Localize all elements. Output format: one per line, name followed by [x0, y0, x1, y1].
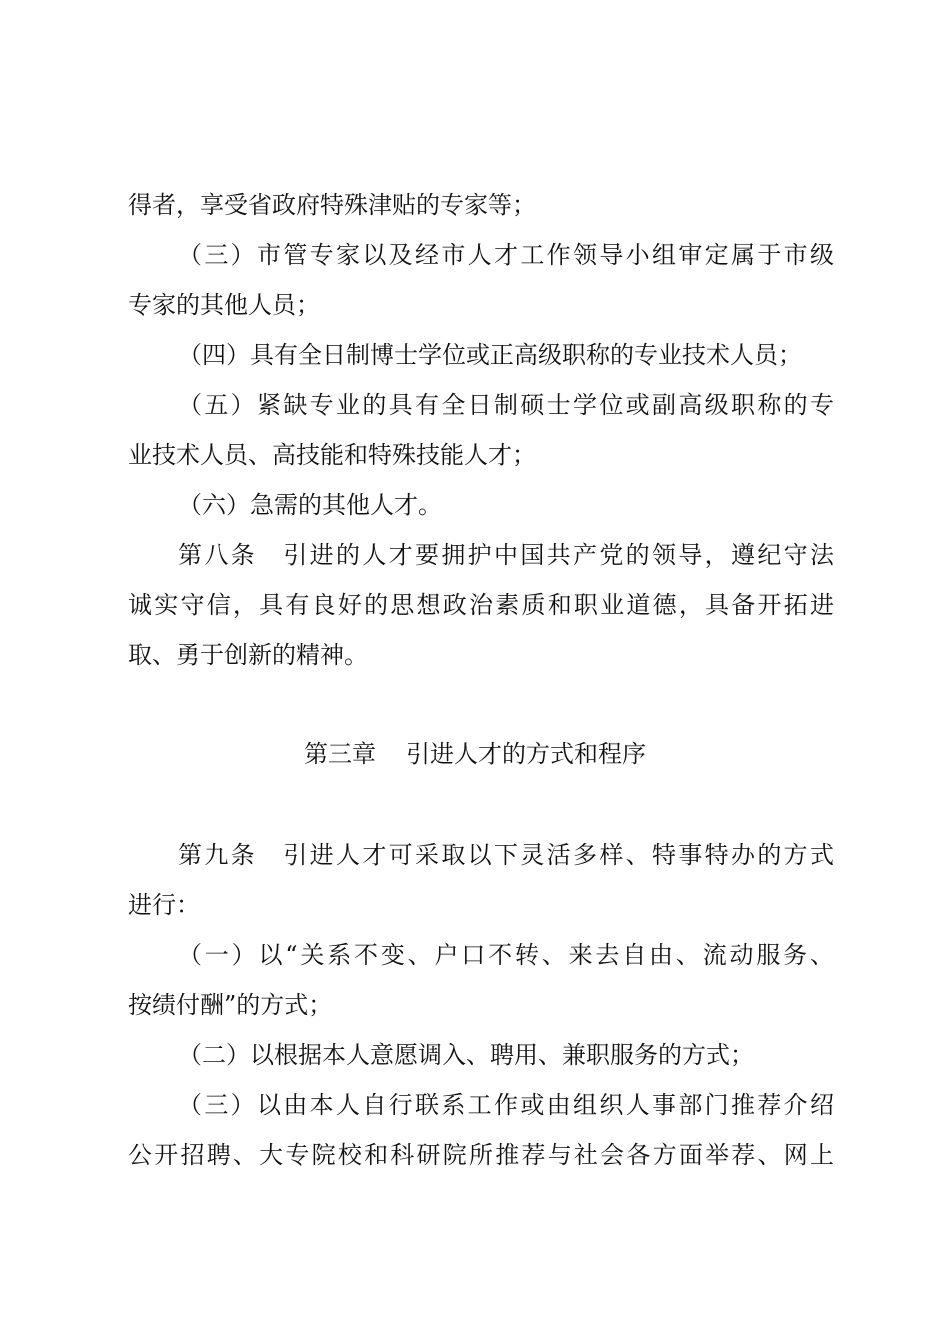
article-8-line: 第八条 引进的人才要拥护中国共产党的领导，遵纪守法 — [178, 541, 834, 569]
article-9-line: （二）以根据本人意愿调入、聘用、兼职服务的方式； — [178, 1041, 754, 1069]
article-9-line: （三）以由本人自行联系工作或由组织人事部门推荐介绍 — [178, 1091, 834, 1119]
text-line: 业技术人员、高技能和特殊技能人才； — [128, 441, 536, 469]
text-line: （四）具有全日制博士学位或正高级职称的专业技术人员； — [178, 341, 802, 369]
article-9-line: 公开招聘、大专院校和科研院所推荐与社会各方面举荐、网上 — [128, 1141, 834, 1169]
article-9-line: 第九条 引进人才可采取以下灵活多样、特事特办的方式 — [178, 841, 834, 869]
chapter-number: 第三章 — [304, 740, 376, 768]
text-line: （六）急需的其他人才。 — [178, 491, 442, 519]
article-8-line: 诚实守信，具有良好的思想政治素质和职业道德，具备开拓进 — [128, 591, 834, 619]
text-line: 得者，享受省政府特殊津贴的专家等； — [128, 191, 536, 219]
article-9-line: （一）以“关系不变、户口不转、来去自由、流动服务、 — [178, 941, 834, 969]
text-line: （三）市管专家以及经市人才工作领导小组审定属于市级 — [178, 241, 834, 269]
article-8-line: 取、勇于创新的精神。 — [128, 641, 368, 669]
chapter-heading — [0, 739, 950, 769]
article-9-line: 按绩付酬”的方式； — [128, 991, 333, 1019]
chapter-title: 引进人才的方式和程序 — [406, 740, 646, 768]
text-line: 专家的其他人员； — [128, 291, 320, 319]
article-9-line: 进行： — [128, 891, 200, 919]
text-line: （五）紧缺专业的具有全日制硕士学位或副高级职称的专 — [178, 391, 834, 419]
